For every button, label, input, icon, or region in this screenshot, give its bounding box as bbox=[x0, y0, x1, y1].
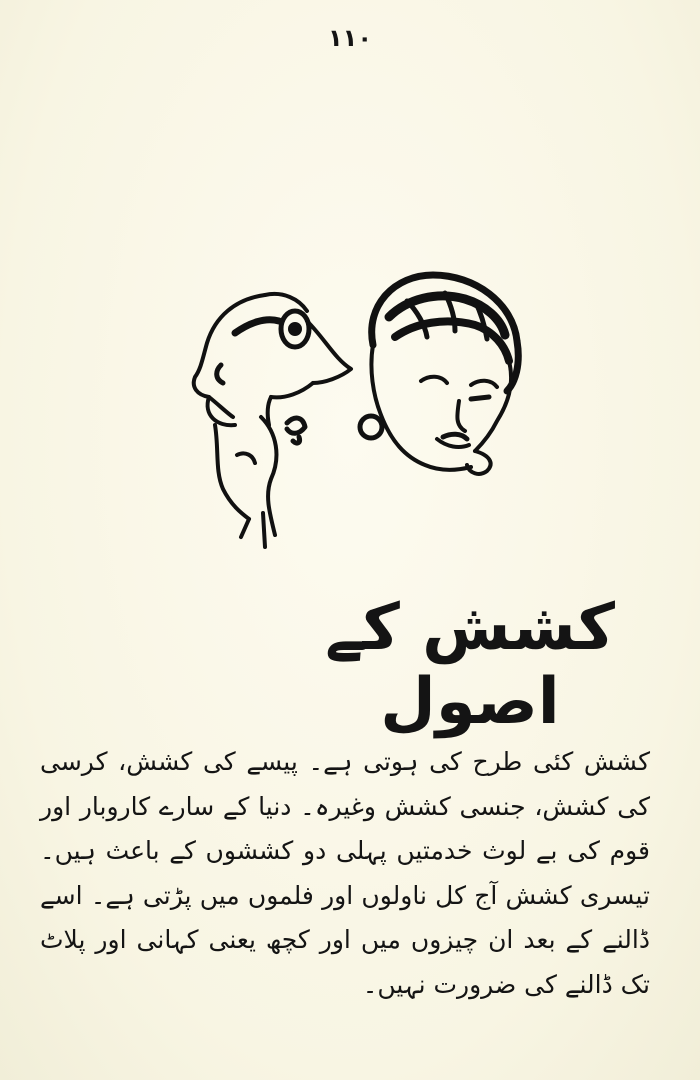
woman-face-icon bbox=[360, 275, 518, 474]
chapter-title: کشش کے اصول bbox=[325, 591, 615, 739]
sketch-illustration bbox=[175, 265, 535, 555]
page-number: ١١٠ bbox=[328, 24, 372, 52]
old-man-icon bbox=[194, 294, 351, 547]
body-paragraph: کشش کئی طرح کی ہوتی ہے۔ پیسے کی کشش، کرسی کی کشش، جنسی کشش وغیرہ۔ دنیا کے سارے کاروبار اور قوم کی بے لوث خدمتیں پہلی دو کششوں کے باعث ہیں۔ تیسری کشش آج کل ناولوں اور فلموں میں پڑتی ہے۔ اسے ڈالنے کے بعد ان چیزوں میں اور کچھ یعنی کہانی اور پلاٹ تک ڈالنے کی ضرورت نہیں۔ bbox=[40, 747, 650, 999]
